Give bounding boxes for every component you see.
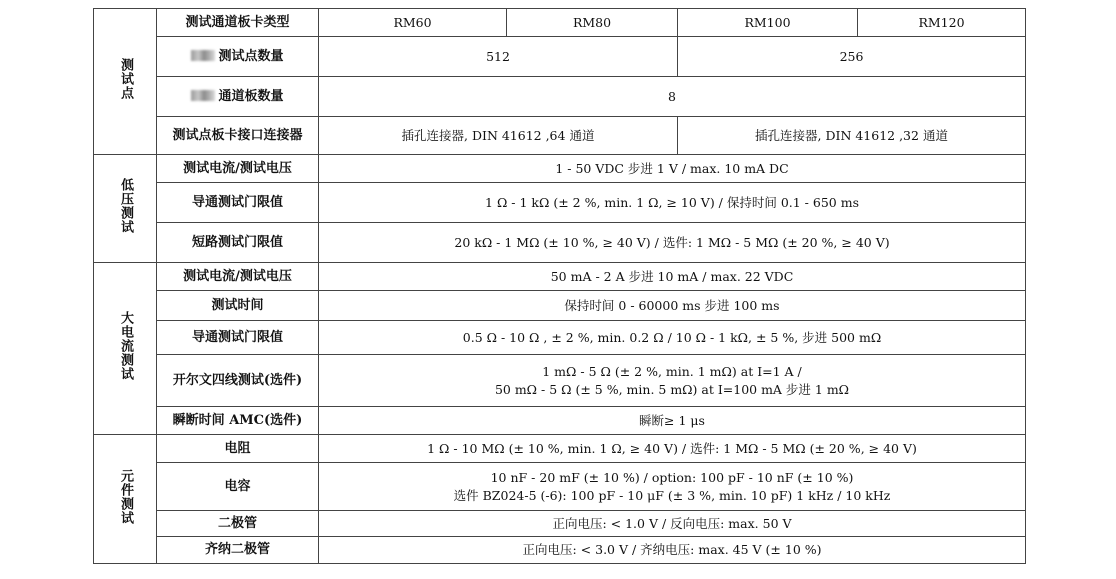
table-row <box>94 183 1026 223</box>
value-cell: 正向电压: < 3.0 V / 齐纳电压: max. 45 V (± 10 %) <box>319 537 1026 564</box>
group-label: 大电流测试 <box>118 311 133 381</box>
param-label: 测试电流/测试电压 <box>157 263 319 291</box>
value-cell: 1 Ω - 10 MΩ (± 10 %, min. 1 Ω, ≥ 40 V) / 选件: 1 MΩ - 5 MΩ (± 20 %, ≥ 40 V) <box>319 435 1026 463</box>
param-label: 测试点板卡接口连接器 <box>157 117 319 155</box>
value-cell: 插孔连接器, DIN 41612 ,32 通道 <box>678 117 1026 155</box>
param-label: 通道板数量 <box>218 88 284 104</box>
value-cell: 瞬断≥ 1 μs <box>319 407 1026 435</box>
param-label: 开尔文四线测试(选件) <box>157 355 319 407</box>
param-label: 测试时间 <box>157 291 319 321</box>
group-cell-low-voltage <box>94 155 157 263</box>
param-cell <box>157 37 319 77</box>
param-label: 导通测试门限值 <box>157 321 319 355</box>
table-row <box>94 407 1026 435</box>
table-row <box>94 223 1026 263</box>
redacted-mark <box>191 50 215 61</box>
group-label: 元件测试 <box>118 468 133 525</box>
redacted-mark <box>191 90 215 101</box>
group-cell-test-points <box>94 9 157 155</box>
table-row <box>94 435 1026 463</box>
value-cell: 50 mA - 2 A 步进 10 mA / max. 22 VDC <box>319 263 1026 291</box>
table-row <box>94 263 1026 291</box>
param-label: 瞬断时间 AMC(选件) <box>157 407 319 435</box>
value-cell: 8 <box>319 77 1026 117</box>
value-cell <box>319 463 1026 511</box>
value-cell: 1 - 50 VDC 步进 1 V / max. 10 mA DC <box>319 155 1026 183</box>
param-label: 测试电流/测试电压 <box>157 155 319 183</box>
table-row <box>94 291 1026 321</box>
table-row <box>94 77 1026 117</box>
value-cell <box>319 355 1026 407</box>
table-row <box>94 537 1026 564</box>
model-rm100: RM100 <box>678 9 858 37</box>
table-row <box>94 355 1026 407</box>
group-cell-high-current <box>94 263 157 435</box>
spec-table <box>93 8 1026 564</box>
table-row <box>94 321 1026 355</box>
param-label: 测试通道板卡类型 <box>157 9 319 37</box>
value-line: 50 mΩ - 5 Ω (± 5 %, min. 5 mΩ) at I=100 mA 步进 1 mΩ <box>494 381 850 397</box>
table-row <box>94 511 1026 537</box>
value-line: 10 nF - 20 mF (± 10 %) / option: 100 pF - 10 nF (± 10 %) <box>490 469 854 485</box>
group-cell-component <box>94 435 157 564</box>
param-label: 导通测试门限值 <box>157 183 319 223</box>
value-cell: 正向电压: < 1.0 V / 反向电压: max. 50 V <box>319 511 1026 537</box>
table-row <box>94 117 1026 155</box>
param-label: 电阻 <box>157 435 319 463</box>
param-label: 测试点数量 <box>218 48 284 64</box>
value-cell: 1 Ω - 1 kΩ (± 2 %, min. 1 Ω, ≥ 10 V) / 保持时间 0.1 - 650 ms <box>319 183 1026 223</box>
value-cell: 256 <box>678 37 1026 77</box>
param-label: 二极管 <box>157 511 319 537</box>
value-line: 1 mΩ - 5 Ω (± 2 %, min. 1 mΩ) at I=1 A / <box>542 363 802 379</box>
value-line: 选件 BZ024-5 (-6): 100 pF - 10 μF (± 3 %, min. 10 pF) 1 kHz / 10 kHz <box>453 487 891 503</box>
table-row <box>94 463 1026 511</box>
model-rm60: RM60 <box>319 9 507 37</box>
value-cell: 20 kΩ - 1 MΩ (± 10 %, ≥ 40 V) / 选件: 1 MΩ - 5 MΩ (± 20 %, ≥ 40 V) <box>319 223 1026 263</box>
value-cell: 0.5 Ω - 10 Ω , ± 2 %, min. 0.2 Ω / 10 Ω - 1 kΩ, ± 5 %, 步进 500 mΩ <box>319 321 1026 355</box>
table-row <box>94 9 1026 37</box>
group-label: 低压测试 <box>118 178 133 234</box>
model-rm120: RM120 <box>858 9 1026 37</box>
param-label: 电容 <box>157 463 319 511</box>
value-cell: 插孔连接器, DIN 41612 ,64 通道 <box>319 117 678 155</box>
table-row <box>94 37 1026 77</box>
group-label: 测试点 <box>118 58 133 100</box>
param-label: 短路测试门限值 <box>157 223 319 263</box>
model-rm80: RM80 <box>507 9 678 37</box>
value-cell: 512 <box>319 37 678 77</box>
table-row <box>94 155 1026 183</box>
param-label: 齐纳二极管 <box>157 537 319 564</box>
value-cell: 保持时间 0 - 60000 ms 步进 100 ms <box>319 291 1026 321</box>
param-cell <box>157 77 319 117</box>
